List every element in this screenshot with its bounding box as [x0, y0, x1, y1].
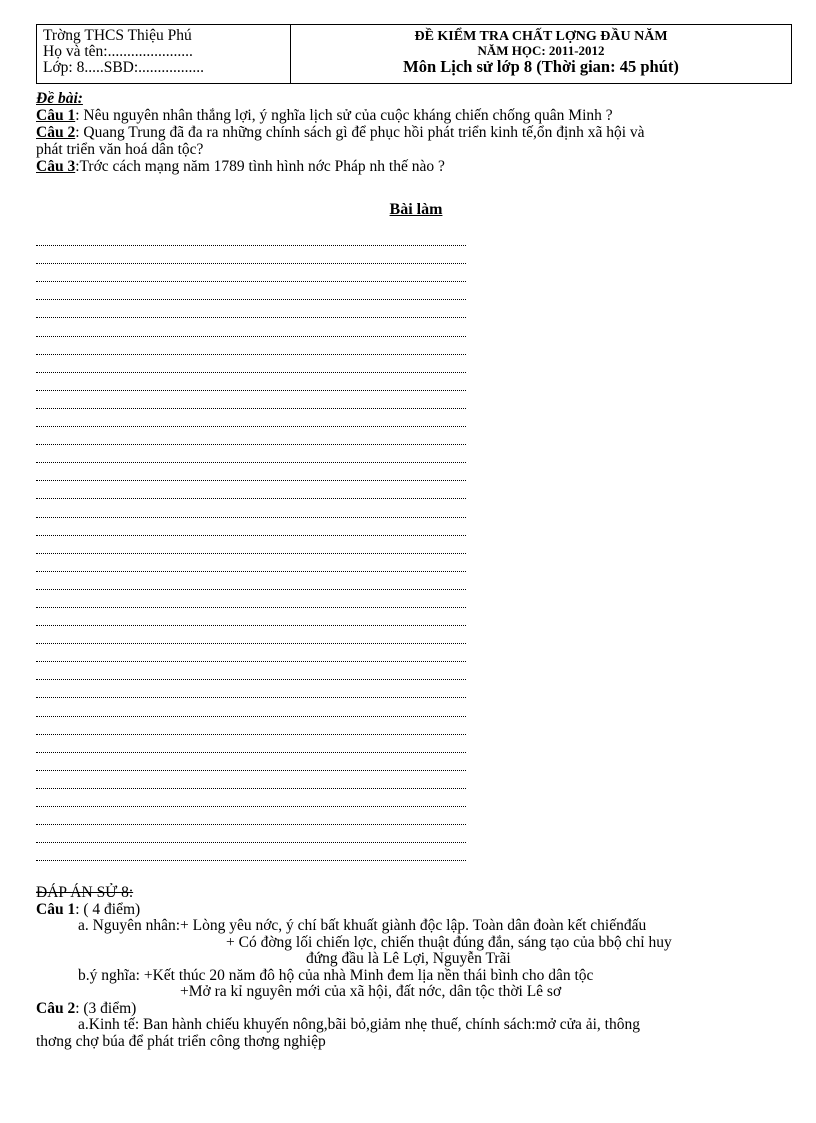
- questions-heading: Đề bài:: [36, 90, 83, 107]
- answer-line: [36, 554, 466, 572]
- answer-line: [36, 825, 466, 843]
- answer-line: [36, 463, 466, 481]
- answer-line: [36, 680, 466, 698]
- name-field: Họ và tên:......................: [43, 43, 193, 60]
- answer-line: [36, 355, 466, 373]
- answer-line: [36, 264, 466, 282]
- exam-header: [36, 24, 792, 84]
- answer-line: [36, 572, 466, 590]
- answer-line: [36, 300, 466, 318]
- answer-line: [36, 644, 466, 662]
- answer-lines: [36, 228, 466, 861]
- answer-line: [36, 717, 466, 735]
- answer-line: [36, 753, 466, 771]
- answer-1-meaning-2: +Mở ra kỉ nguyên mới của xã hội, đất nớc, dân tộc thời Lê sơ: [180, 983, 562, 1000]
- answer-line: [36, 445, 466, 463]
- answer-line: [36, 409, 466, 427]
- answer-line: [36, 373, 466, 391]
- answer-line: [36, 427, 466, 445]
- answer-line: [36, 843, 466, 861]
- answer-line: [36, 391, 466, 409]
- answer-1-cause-2: + Có đờng lối chiến lợc, chiến thuật đúng đắn, sáng tạo của bbộ chỉ huy: [226, 933, 672, 951]
- question-2-cont: phát triển văn hoá dân tộc?: [36, 141, 204, 158]
- answer-line: [36, 789, 466, 807]
- answer-1-cause-3: đứng đầu là Lê Lợi, Nguyễn Trãi: [306, 950, 511, 967]
- question-3: Câu 3:Trớc cách mạng năm 1789 tình hình nớc Pháp nh thế nào ?: [36, 158, 445, 175]
- answer-2-economy-2: thơng chợ búa để phát triển công thơng nghiệp: [36, 1032, 326, 1050]
- student-info: [37, 25, 291, 83]
- answer-line: [36, 246, 466, 264]
- exam-title-block: [291, 25, 791, 83]
- answer-1-cause: a. Nguyên nhân:+ Lòng yêu nớc, ý chí bất khuất giành độc lập. Toàn dân đoàn kết chiếnđấu: [78, 917, 647, 934]
- question-1: Câu 1: Nêu nguyên nhân thắng lợi, ý nghĩa lịch sử của cuộc kháng chiến chống quân Minh ?: [36, 107, 613, 124]
- work-title: Bài làm: [389, 201, 443, 218]
- question-2: Câu 2: Quang Trung đã đa ra những chính sách gì để phục hồi phát triển kinh tế,ổn định xã hội và: [36, 124, 645, 141]
- answer-line: [36, 698, 466, 716]
- answer-line: [36, 318, 466, 336]
- answer-2-header: Câu 2: (3 điểm): [36, 999, 137, 1017]
- answer-line: [36, 626, 466, 644]
- answer-line: [36, 481, 466, 499]
- exam-questions: [36, 90, 788, 175]
- school-name: Trờng THCS Thiệu Phú: [43, 27, 192, 44]
- answer-line: [36, 807, 466, 825]
- answer-line: [36, 771, 466, 789]
- answer-line: [36, 518, 466, 536]
- answer-line: [36, 608, 466, 626]
- answer-line: [36, 282, 466, 300]
- answer-line: [36, 735, 466, 753]
- answer-2-economy: a.Kinh tế: Ban hành chiếu khuyến nông,bãi bỏ,giảm nhẹ thuế, chính sách:mở cửa ải, thông: [78, 1016, 640, 1033]
- class-field: Lớp: 8.....SBD:.................: [43, 59, 205, 76]
- answer-key: [36, 885, 796, 1050]
- answer-line: [36, 499, 466, 517]
- answer-line: [36, 337, 466, 355]
- answer-line: [36, 536, 466, 554]
- exam-title: ĐỀ KIỂM TRA CHẤT LỢNG ĐẦU NĂM: [414, 29, 668, 44]
- answer-line: [36, 662, 466, 680]
- answer-1-header: Câu 1: ( 4 điểm): [36, 900, 141, 918]
- answer-1-meaning: b.ý nghĩa: +Kết thúc 20 năm đô hộ của nhà Minh đem lịa nền thái bình cho dân tộc: [78, 966, 594, 984]
- answer-line: [36, 228, 466, 246]
- subject-line: Môn Lịch sử lớp 8 (Thời gian: 45 phút): [403, 57, 679, 76]
- answer-key-heading: ĐÁP ÁN SỬ 8:: [36, 884, 134, 901]
- answer-line: [36, 590, 466, 608]
- school-year: NĂM HỌC: 2011-2012: [477, 43, 605, 58]
